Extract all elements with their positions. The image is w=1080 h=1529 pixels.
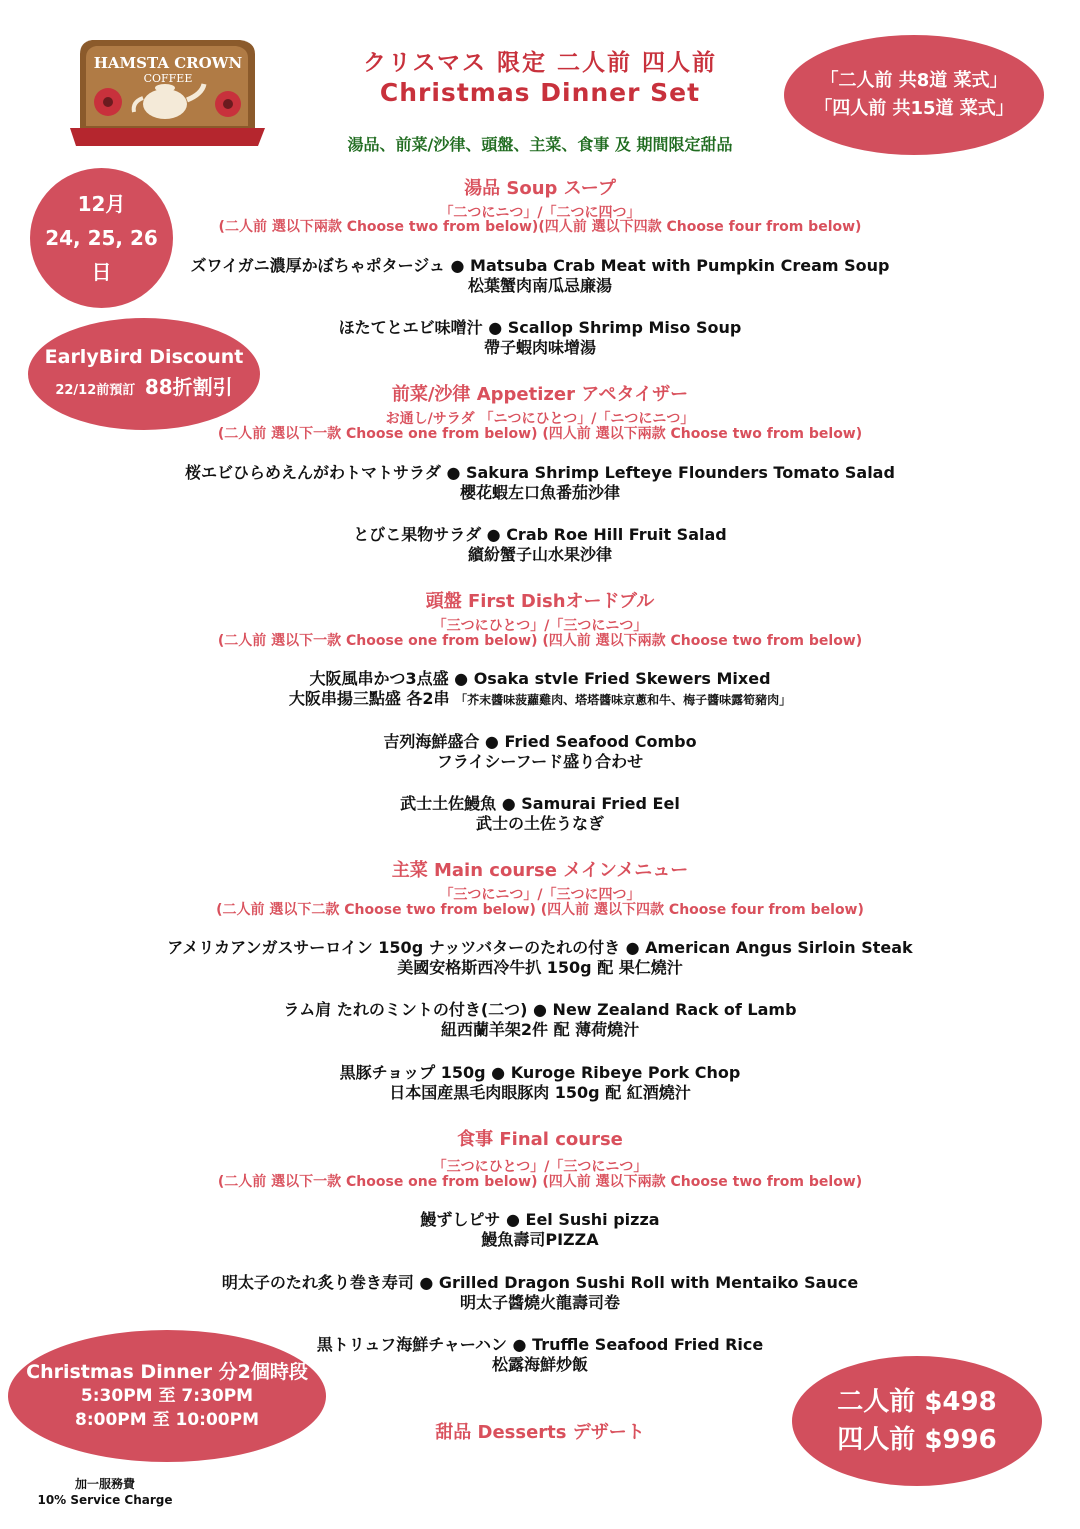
section-title-soup: 湯品 Soup スープ bbox=[464, 178, 616, 199]
soup-item-2-name: ほたてとエビ味噌汁 ● Scallop Shrimp Miso Soup bbox=[338, 318, 742, 337]
main-item-3-name: 黒豚チョップ 150g ● Kuroge Ribeye Pork Chop bbox=[339, 1063, 741, 1082]
first-item-2-name: 吉列海鮮盛合 ● Fried Seafood Combo bbox=[383, 732, 697, 751]
courses-line2: 「四人前 共15道 菜式」 bbox=[814, 98, 1014, 119]
appetizer-item-2-name: とびこ果物サラダ ● Crab Roe Hill Fruit Salad bbox=[353, 525, 727, 544]
first-item-3 bbox=[0, 794, 1080, 834]
first-item-2 bbox=[0, 732, 1080, 772]
section-title-appetizer: 前菜/沙律 Appetizer アペタイザー bbox=[391, 384, 689, 405]
appetizer-item-1-name: 桜エビひらめえんがわトマトサラダ ● Sakura Shrimp Lefteye Flounders Tomato Salad bbox=[185, 463, 895, 482]
appetizer-item-1 bbox=[0, 463, 1080, 503]
final-item-3-desc: 松露海鮮炒飯 bbox=[491, 1355, 588, 1374]
section-title-first: 頭盤 First Dishオードブル bbox=[425, 591, 655, 612]
final-item-2-name: 明太子のたれ炙り巻き寿司 ● Grilled Dragon Sushi Roll with Mentaiko Sauce bbox=[221, 1273, 859, 1292]
courses-line1: 「二人前 共8道 菜式」 bbox=[820, 70, 1008, 91]
choose-final-1: 「三つにひとつ」/「三つにニつ」 bbox=[432, 1159, 648, 1175]
first-item-1 bbox=[0, 669, 1080, 710]
main-item-1-desc: 美國安格斯西冷牛扒 150g 配 果仁燒汁 bbox=[397, 958, 683, 977]
soup-item-2 bbox=[0, 318, 1080, 358]
earlybird-line1: EarlyBird Discount bbox=[44, 346, 244, 368]
logo-sub: COFFEE bbox=[143, 72, 193, 85]
first-item-3-name: 武士土佐鰻魚 ● Samurai Fried Eel bbox=[400, 794, 680, 813]
appetizer-item-2-desc: 繽紛蟹子山水果沙律 bbox=[467, 545, 612, 564]
first-item-1-name: 大阪風串かつ3点盛 ● Osaka stvle Fried Skewers Mixed bbox=[309, 669, 771, 688]
price-line2: 四人前 $996 bbox=[837, 1425, 997, 1455]
main-item-2 bbox=[0, 1000, 1080, 1040]
service-charge bbox=[30, 1476, 180, 1508]
earlybird-date: 22/12前預訂 bbox=[55, 383, 136, 398]
final-item-2-desc: 明太子醬燒火龍壽司卷 bbox=[459, 1293, 620, 1312]
section-title-dessert: 甜品 Desserts デザート bbox=[435, 1422, 645, 1443]
first-item-1-desc bbox=[0, 689, 1080, 710]
title-jp: クリスマス 限定 二人前 四人前 bbox=[362, 50, 718, 76]
main-item-3-desc: 日本国産黒毛肉眼豚肉 150g 配 紅酒燒汁 bbox=[389, 1083, 691, 1102]
final-item-3-name: 黒トリュフ海鮮チャーハン ● Truffle Seafood Fried Rice bbox=[316, 1335, 764, 1354]
dates-line3: 日 bbox=[91, 260, 112, 284]
choose-first-2: (二人前 選以下一款 Choose one from below) (四人前 選以下兩款 Choose two from below) bbox=[217, 633, 863, 649]
final-item-1-name: 鰻ずしピサ ● Eel Sushi pizza bbox=[420, 1210, 660, 1229]
main-item-1-name: アメリカアンガスサーロイン 150g ナッツバターのたれの付き ● American Angus Sirloin Steak bbox=[167, 938, 913, 957]
choose-soup-1: 「二つにニつ」/「二つに四つ」 bbox=[439, 205, 641, 221]
first-item-3-desc: 武士の土佐うなぎ bbox=[475, 814, 604, 833]
main-item-2-name: ラム肩 たれのミントの付き(二つ) ● New Zealand Rack of Lamb bbox=[283, 1000, 797, 1019]
main-item-1 bbox=[0, 938, 1080, 978]
final-item-1 bbox=[0, 1210, 1080, 1250]
final-item-3 bbox=[0, 1335, 1080, 1375]
choose-main-2: (二人前 選以下二款 Choose two from below) (四人前 選以下四款 Choose four from below) bbox=[216, 902, 864, 918]
main-item-3 bbox=[0, 1063, 1080, 1103]
logo-name: HAMSTA CROWN bbox=[93, 54, 243, 72]
soup-item-1-name: ズワイガニ濃厚かぼちゃポタージュ ● Matsuba Crab Meat with Pumpkin Cream Soup bbox=[190, 256, 890, 275]
final-item-1-desc: 鰻魚壽司PIZZA bbox=[481, 1230, 599, 1249]
price-line1: 二人前 $498 bbox=[837, 1387, 997, 1417]
appetizer-item-1-desc: 櫻花蝦左口魚番茄沙律 bbox=[459, 483, 620, 502]
title-en: Christmas Dinner Set bbox=[379, 78, 701, 107]
choose-final-2: (二人前 選以下一款 Choose one from below) (四人前 選以下兩款 Choose two from below) bbox=[217, 1174, 863, 1190]
choose-soup-2: (二人前 選以下兩款 Choose two from below)(四人前 選以下四款 Choose four from below) bbox=[218, 219, 862, 235]
main-item-2-desc: 紐西蘭羊架2件 配 薄荷燒汁 bbox=[440, 1020, 640, 1039]
subtitle: 湯品、前菜/沙律、頭盤、主菜、食事 及 期間限定甜品 bbox=[347, 135, 733, 154]
choose-first-1: 「三つにひとつ」/「三つにニつ」 bbox=[432, 618, 648, 634]
choose-main-1: 「三つにニつ」/「三つに四つ」 bbox=[439, 887, 641, 903]
choose-appetizer-1: お通し/サラダ 「ニつにひとつ」/「ニつにニつ」 bbox=[385, 411, 695, 427]
dates-line2: 24, 25, 26 bbox=[45, 226, 158, 250]
service-line2: 10% Service Charge bbox=[37, 1493, 173, 1507]
first-item-1-desc-main: 大阪串揚三點盛 各2串 bbox=[288, 689, 450, 708]
time-line3: 8:00PM 至 10:00PM bbox=[75, 1410, 259, 1430]
first-item-2-desc: フライシーフード盛り合わせ bbox=[436, 752, 644, 771]
appetizer-item-2 bbox=[0, 525, 1080, 565]
first-item-1-desc-note: 「芥末醬味菠蘿雞肉、塔塔醬味京蔥和牛、梅子醬味露筍豬肉」 bbox=[455, 693, 792, 707]
earlybird-discount: 88折割引 bbox=[144, 375, 233, 399]
soup-item-1-desc: 松葉蟹肉南瓜忌廉湯 bbox=[467, 276, 612, 295]
soup-item-2-desc: 帶子蝦肉味增湯 bbox=[483, 338, 596, 357]
soup-item-1 bbox=[0, 256, 1080, 296]
time-line2: 5:30PM 至 7:30PM bbox=[80, 1386, 254, 1406]
dates-line1: 12月 bbox=[77, 192, 126, 216]
choose-appetizer-2: (二人前 選以下一款 Choose one from below) (四人前 選以下兩款 Choose two from below) bbox=[217, 426, 863, 442]
section-title-final: 食事 Final course bbox=[457, 1129, 623, 1150]
courses-badge bbox=[784, 35, 1044, 155]
time-line1: Christmas Dinner 分2個時段 bbox=[26, 1361, 308, 1383]
service-line1: 加一服務費 bbox=[74, 1477, 135, 1491]
section-title-main: 主菜 Main course メインメニュー bbox=[391, 860, 689, 881]
final-item-2 bbox=[0, 1273, 1080, 1313]
